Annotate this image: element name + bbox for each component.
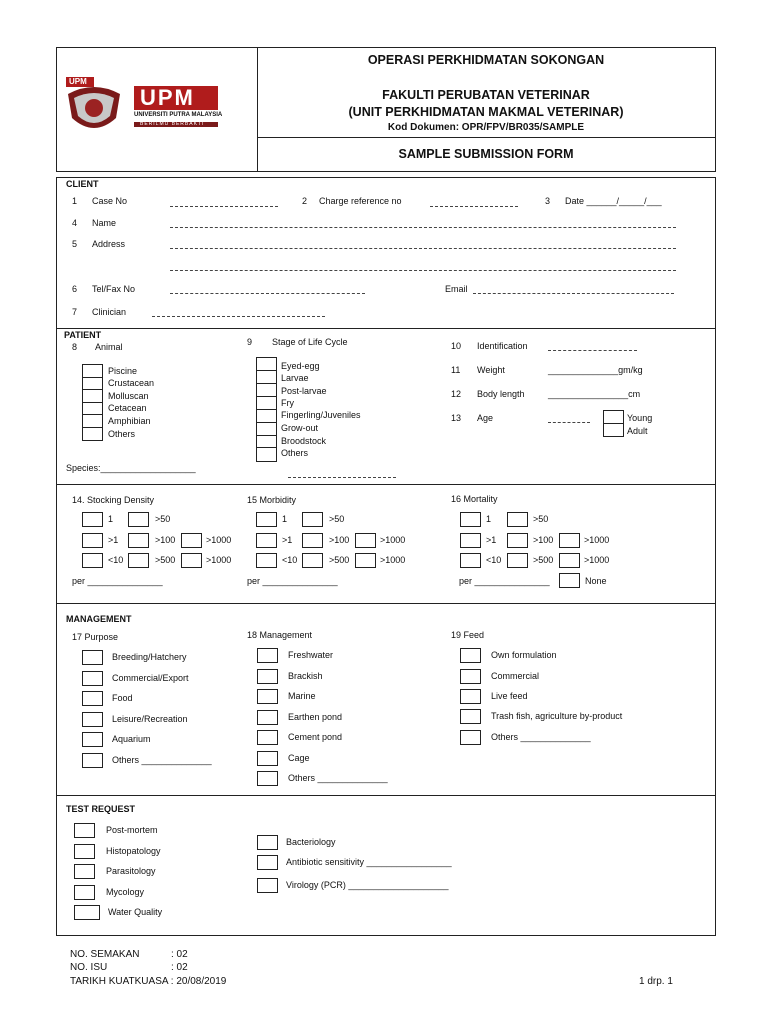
- body-length-field[interactable]: ________________cm: [548, 389, 641, 399]
- management-checkbox[interactable]: [257, 689, 278, 704]
- feed-checkbox[interactable]: [460, 669, 481, 684]
- management-checkbox[interactable]: [257, 669, 278, 684]
- charge-ref-field[interactable]: [430, 206, 518, 207]
- stocking-density-label: 14. Stocking Density: [72, 495, 155, 505]
- address-field-line-1[interactable]: [170, 248, 676, 249]
- morbidity-500-option: >500: [329, 555, 350, 565]
- morbidity-1000-option: >1000: [380, 535, 406, 545]
- stage-option: Broodstock: [281, 436, 327, 446]
- mortality-1000b-option: >1000: [584, 555, 610, 565]
- mortality-none-option: None: [585, 576, 607, 586]
- issue-value: : 02: [171, 962, 188, 973]
- species-field[interactable]: Species:___________________: [66, 463, 196, 473]
- morbidity-1-checkbox[interactable]: [256, 512, 277, 527]
- test-request-heading: TEST REQUEST: [66, 804, 136, 814]
- stocking-1-checkbox[interactable]: [82, 512, 103, 527]
- animal-option: Piscine: [108, 366, 138, 376]
- animal-option: Cetacean: [108, 403, 147, 413]
- mortality-500-checkbox[interactable]: [507, 553, 528, 568]
- age-adult-option: Adult: [627, 426, 648, 436]
- animal-option: Molluscan: [108, 391, 149, 401]
- test-option: Antibiotic sensitivity _________________: [286, 857, 452, 867]
- field-number-12: 12: [451, 389, 462, 399]
- morbidity-per-field[interactable]: per _______________: [247, 576, 338, 586]
- morbidity-gt1-checkbox[interactable]: [256, 533, 277, 548]
- stocking-gt1-checkbox[interactable]: [82, 533, 103, 548]
- charge-ref-label: Charge reference no: [319, 196, 402, 206]
- stage-checkbox-divider: [256, 409, 276, 410]
- field-number-9: 9: [247, 337, 253, 347]
- mortality-none-checkbox[interactable]: [559, 573, 580, 588]
- mortality-1000b-checkbox[interactable]: [559, 553, 580, 568]
- management-option: Cement pond: [288, 732, 343, 742]
- morbidity-100-checkbox[interactable]: [302, 533, 323, 548]
- management-option: Marine: [288, 691, 316, 701]
- header-title-2: FAKULTI PERUBATAN VETERINAR: [382, 88, 590, 102]
- body-length-label: Body length: [477, 389, 525, 399]
- morbidity-lt10-option: <10: [282, 555, 298, 565]
- purpose-option: Leisure/Recreation: [112, 714, 188, 724]
- tel-fax-field[interactable]: [170, 293, 365, 294]
- management-heading: MANAGEMENT: [66, 614, 132, 624]
- field-number-11: 11: [451, 365, 461, 375]
- header-title-1: OPERASI PERKHIDMATAN SOKONGAN: [367, 53, 605, 67]
- issue-label: NO. ISU: [70, 962, 108, 973]
- mortality-lt10-checkbox[interactable]: [460, 553, 481, 568]
- purpose-checkbox[interactable]: [82, 671, 103, 686]
- divider-management-tests: [56, 795, 715, 796]
- stocking-per-field[interactable]: per _______________: [72, 576, 163, 586]
- test-option: Bacteriology: [286, 837, 336, 847]
- field-number-4: 4: [72, 218, 78, 228]
- feed-option: Others ______________: [491, 732, 591, 742]
- test-option: Parasitology: [106, 866, 156, 876]
- mortality-1000-checkbox[interactable]: [559, 533, 580, 548]
- client-heading: CLIENT: [66, 179, 99, 189]
- age-field[interactable]: [548, 422, 590, 423]
- test-checkbox[interactable]: [74, 864, 95, 879]
- age-label: Age: [477, 413, 494, 423]
- animal-label: Animal: [95, 342, 123, 352]
- test-checkbox[interactable]: [257, 855, 278, 870]
- stocking-100-checkbox[interactable]: [128, 533, 149, 548]
- stage-option: Fingerling/Juveniles: [281, 410, 361, 420]
- name-label: Name: [92, 218, 117, 228]
- morbidity-1000-checkbox[interactable]: [355, 533, 376, 548]
- stage-others-field[interactable]: [288, 477, 396, 478]
- test-option: Water Quality: [108, 907, 163, 917]
- stocking-500-option: >500: [155, 555, 176, 565]
- header-title-3: (UNIT PERKHIDMATAN MAKMAL VETERINAR): [348, 105, 624, 119]
- age-young-option: Young: [627, 413, 653, 423]
- management-option: Brackish: [288, 671, 323, 681]
- morbidity-500-checkbox[interactable]: [302, 553, 323, 568]
- page-number: 1 drp. 1: [639, 976, 673, 987]
- purpose-option: Food: [112, 693, 133, 703]
- identification-field[interactable]: [548, 350, 637, 351]
- morbidity-1-option: 1: [282, 514, 288, 524]
- field-number-13: 13: [451, 413, 462, 423]
- morbidity-gt1-option: >1: [282, 535, 293, 545]
- mortality-1-checkbox[interactable]: [460, 512, 481, 527]
- animal-option: Amphibian: [108, 416, 151, 426]
- stocking-1000-option: >1000: [206, 535, 232, 545]
- management-type-label: 18 Management: [247, 630, 313, 640]
- stocking-1000b-option: >1000: [206, 555, 232, 565]
- weight-label: Weight: [477, 365, 505, 375]
- purpose-option: Commercial/Export: [112, 673, 189, 683]
- stage-label: Stage of Life Cycle: [272, 337, 348, 347]
- animal-checkbox-divider: [82, 389, 102, 390]
- stage-option: Fry: [281, 398, 294, 408]
- email-label: Email: [445, 284, 468, 294]
- mortality-1-option: 1: [486, 514, 492, 524]
- field-number-7: 7: [72, 307, 78, 317]
- mortality-per-field[interactable]: per _______________: [459, 576, 550, 586]
- age-checkbox-divider: [603, 423, 623, 424]
- feed-option: Commercial: [491, 671, 540, 681]
- stage-option: Eyed-egg: [281, 361, 320, 371]
- upm-logo: [64, 74, 224, 138]
- stage-checkbox-divider: [256, 383, 276, 384]
- clinician-label: Clinician: [92, 307, 127, 317]
- test-checkbox[interactable]: [74, 885, 95, 900]
- test-checkbox[interactable]: [74, 844, 95, 859]
- management-checkbox[interactable]: [257, 771, 278, 786]
- animal-checkbox-divider: [82, 414, 102, 415]
- management-option: Others ______________: [288, 773, 388, 783]
- management-option: Freshwater: [288, 650, 334, 660]
- animal-checkbox-divider: [82, 377, 102, 378]
- stocking-500-checkbox[interactable]: [128, 553, 149, 568]
- management-option: Cage: [288, 753, 310, 763]
- case-no-field[interactable]: [170, 206, 278, 207]
- feed-option: Trash fish, agriculture by-product: [491, 711, 623, 721]
- stage-checkbox-divider: [256, 435, 276, 436]
- mortality-100-checkbox[interactable]: [507, 533, 528, 548]
- purpose-option: Breeding/Hatchery: [112, 652, 187, 662]
- management-option: Earthen pond: [288, 712, 343, 722]
- divider-client-patient: [56, 328, 715, 329]
- stocking-1000b-checkbox[interactable]: [181, 553, 202, 568]
- mortality-gt1-checkbox[interactable]: [460, 533, 481, 548]
- address-label: Address: [92, 239, 126, 249]
- document-code: Kod Dokumen: OPR/FPV/BR035/SAMPLE: [387, 122, 585, 133]
- test-option: Virology (PCR) ____________________: [286, 880, 449, 890]
- stage-option: Larvae: [281, 373, 309, 383]
- feed-checkbox[interactable]: [460, 648, 481, 663]
- clinician-field[interactable]: [152, 316, 325, 317]
- mortality-100-option: >100: [533, 535, 554, 545]
- test-checkbox[interactable]: [74, 823, 95, 838]
- field-number-1: 1: [72, 196, 78, 206]
- management-checkbox[interactable]: [257, 751, 278, 766]
- logo-motto: BERILMU BERBAKTI: [140, 121, 205, 127]
- stage-option: Others: [281, 448, 309, 458]
- header-divider-horizontal: [257, 137, 715, 138]
- logo-university: UNIVERSITI PUTRA MALAYSIA: [134, 112, 223, 118]
- mortality-gt1-option: >1: [486, 535, 497, 545]
- management-checkbox[interactable]: [257, 710, 278, 725]
- feed-label: 19 Feed: [451, 630, 485, 640]
- stocking-lt10-option: <10: [108, 555, 124, 565]
- date-field[interactable]: Date ______/_____/___: [565, 196, 662, 206]
- email-field[interactable]: [473, 293, 674, 294]
- effective-date: TARIKH KUATKUASA : 20/08/2019: [70, 976, 227, 987]
- field-number-3: 3: [545, 196, 551, 206]
- management-checkbox[interactable]: [257, 730, 278, 745]
- logo-text: UPM: [140, 85, 195, 110]
- morbidity-1000b-option: >1000: [380, 555, 406, 565]
- stage-option: Post-larvae: [281, 386, 327, 396]
- logo-small-text: UPM: [69, 77, 87, 86]
- revision-value: : 02: [171, 949, 188, 960]
- test-checkbox[interactable]: [74, 905, 100, 920]
- stocking-100-option: >100: [155, 535, 176, 545]
- test-checkbox[interactable]: [257, 835, 278, 850]
- morbidity-label: 15 Morbidity: [247, 495, 297, 505]
- form-title: SAMPLE SUBMISSION FORM: [398, 147, 574, 161]
- divider-patient-density: [56, 484, 715, 485]
- feed-option: Live feed: [491, 691, 528, 701]
- stage-option: Grow-out: [281, 423, 319, 433]
- animal-checkbox-divider: [82, 427, 102, 428]
- purpose-label: 17 Purpose: [72, 632, 119, 642]
- weight-field[interactable]: ______________gm/kg: [548, 365, 643, 375]
- stage-checkbox-divider: [256, 396, 276, 397]
- identification-label: Identification: [477, 341, 528, 351]
- morbidity-1000b-checkbox[interactable]: [355, 553, 376, 568]
- purpose-option: Others ______________: [112, 755, 212, 765]
- field-number-5: 5: [72, 239, 78, 249]
- animal-option: Crustacean: [108, 378, 155, 388]
- feed-checkbox[interactable]: [460, 689, 481, 704]
- purpose-checkbox[interactable]: [82, 753, 103, 768]
- address-field-line-2[interactable]: [170, 270, 676, 271]
- mortality-label: 16 Mortality: [451, 494, 498, 504]
- purpose-checkbox[interactable]: [82, 732, 103, 747]
- field-number-10: 10: [451, 341, 462, 351]
- stocking-1-option: 1: [108, 514, 114, 524]
- mortality-lt10-option: <10: [486, 555, 502, 565]
- name-field[interactable]: [170, 227, 676, 228]
- stage-checkbox-divider: [256, 447, 276, 448]
- patient-heading: PATIENT: [64, 330, 102, 340]
- field-number-6: 6: [72, 284, 78, 294]
- test-option: Post-mortem: [106, 825, 158, 835]
- test-checkbox[interactable]: [257, 878, 278, 893]
- purpose-checkbox[interactable]: [82, 712, 103, 727]
- stocking-1000-checkbox[interactable]: [181, 533, 202, 548]
- feed-checkbox[interactable]: [460, 730, 481, 745]
- mortality-1000-option: >1000: [584, 535, 610, 545]
- morbidity-50-option: >50: [329, 514, 345, 524]
- feed-checkbox[interactable]: [460, 709, 481, 724]
- mortality-50-option: >50: [533, 514, 549, 524]
- mortality-500-option: >500: [533, 555, 554, 565]
- management-checkbox[interactable]: [257, 648, 278, 663]
- stocking-lt10-checkbox[interactable]: [82, 553, 103, 568]
- test-option: Mycology: [106, 887, 145, 897]
- test-option: Histopatology: [106, 846, 161, 856]
- feed-option: Own formulation: [491, 650, 557, 660]
- morbidity-100-option: >100: [329, 535, 350, 545]
- purpose-checkbox[interactable]: [82, 691, 103, 706]
- divider-density-management: [56, 603, 715, 604]
- field-number-8: 8: [72, 342, 78, 352]
- field-number-2: 2: [302, 196, 308, 206]
- purpose-checkbox[interactable]: [82, 650, 103, 665]
- stocking-50-checkbox[interactable]: [128, 512, 149, 527]
- stocking-50-option: >50: [155, 514, 171, 524]
- morbidity-lt10-checkbox[interactable]: [256, 553, 277, 568]
- revision-label: NO. SEMAKAN: [70, 949, 140, 960]
- purpose-option: Aquarium: [112, 734, 151, 744]
- stage-checkbox-divider: [256, 422, 276, 423]
- morbidity-50-checkbox[interactable]: [302, 512, 323, 527]
- mortality-50-checkbox[interactable]: [507, 512, 528, 527]
- stage-checkbox-divider: [256, 370, 276, 371]
- animal-checkbox-divider: [82, 402, 102, 403]
- case-no-label: Case No: [92, 196, 128, 206]
- stocking-gt1-option: >1: [108, 535, 119, 545]
- tel-fax-label: Tel/Fax No: [92, 284, 136, 294]
- animal-option: Others: [108, 429, 136, 439]
